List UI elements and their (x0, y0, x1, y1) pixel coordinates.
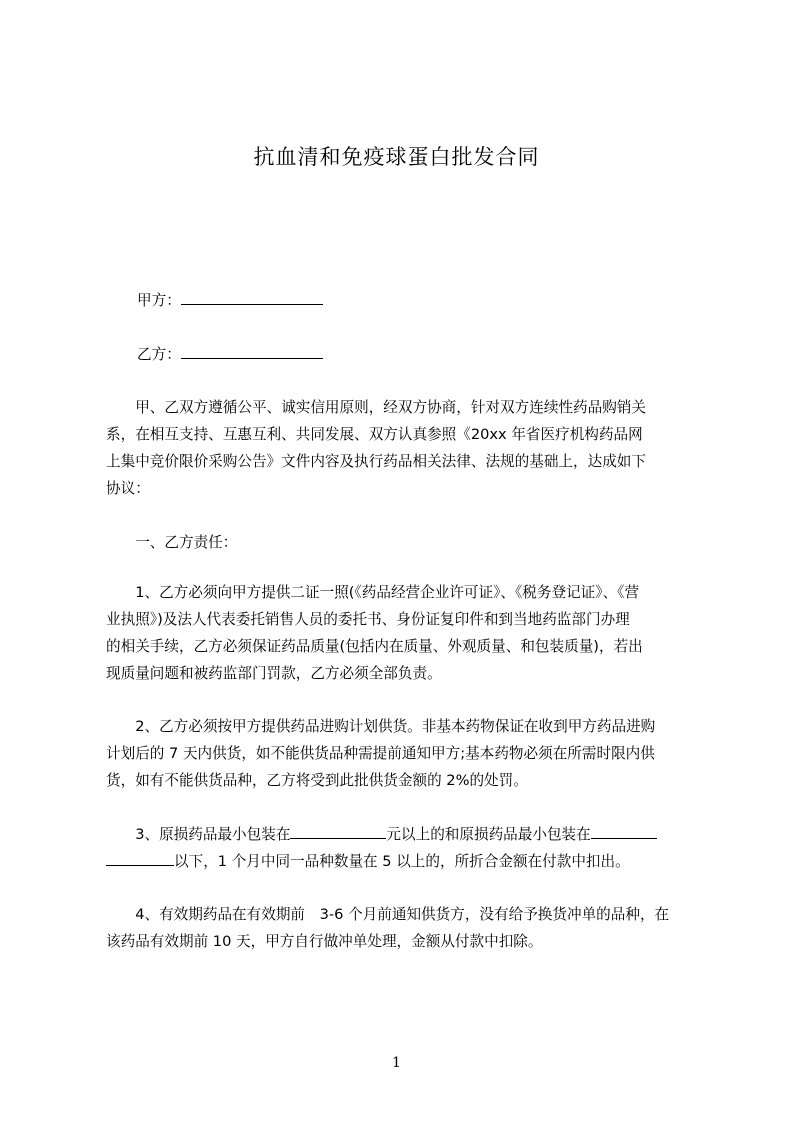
clause-3-text: 元以上的和原损药品最小包装在 (386, 826, 591, 843)
clause-1-line: 业执照》)及法人代表委托销售人员的委托书、身份证复印件和到当地药监部门办理 (106, 611, 630, 628)
clause-3-line (106, 851, 704, 871)
clause-2-line: 计划后的 7 天内供货，如不能供货品种需提前通知甲方;基本药物必须在所需时限内供 (106, 745, 655, 762)
clause-2-line: 货，如有不能供货品种，乙方将受到此批供货金额的 2%的处罚。 (106, 772, 528, 789)
document-title: 抗血清和免疫球蛋白批发合同 (253, 145, 540, 169)
clause-4-line: 4、有效期药品在有效期前 3-6 个月前通知供货方，没有给予换货冲单的品种，在 (106, 906, 670, 923)
clause-1-line: 的相关手续，乙方必须保证药品质量(包括内在质量、外观质量、和包装质量)，若出 (106, 638, 643, 655)
amount-blank-1 (290, 824, 386, 839)
intro-line: 系，在相互支持、互惠互利、共同发展、双方认真参照《20xx 年省医疗机构药品网 (106, 426, 643, 443)
clause-3-text: 以下，1 个月中同一品种数量在 5 以上的，所折合金额在付款中扣出。 (174, 853, 630, 870)
clause-1-line: 现质量问题和被药监部门罚款，乙方必须全部负责。 (106, 665, 442, 682)
party-b-label: 乙方： (137, 346, 181, 363)
amount-blank-2 (591, 824, 657, 839)
party-a-blank (181, 290, 323, 305)
clause-1-line: 1、乙方必须向甲方提供二证一照(《药品经营企业许可证》、《税务登记证》、《营 (106, 584, 640, 601)
clause-3-text: 3、原损药品最小包装在 (106, 826, 291, 843)
party-b-blank (181, 344, 323, 359)
party-a-line (137, 290, 323, 310)
intro-line: 上集中竞价限价采购公告》文件内容及执行药品相关法律、法规的基础上，达成如下 (106, 453, 646, 470)
clause-3-line (106, 824, 704, 844)
clause-2-line: 2、乙方必须按甲方提供药品进购计划供货。非基本药物保证在收到甲方药品进购 (106, 718, 656, 735)
clause-4-line: 该药品有效期前 10 天，甲方自行做冲单处理，金额从付款中扣除。 (106, 933, 543, 950)
page-number: 1 (392, 1055, 401, 1071)
party-a-label: 甲方： (137, 292, 181, 309)
intro-line: 协议： (106, 480, 150, 497)
intro-line: 甲、乙双方遵循公平、诚实信用原则，经双方协商，针对双方连续性药品购销关 (106, 399, 646, 416)
party-b-line (137, 344, 323, 364)
amount-blank-2-cont (106, 851, 174, 866)
section-heading: 一、乙方责任： (106, 534, 238, 551)
